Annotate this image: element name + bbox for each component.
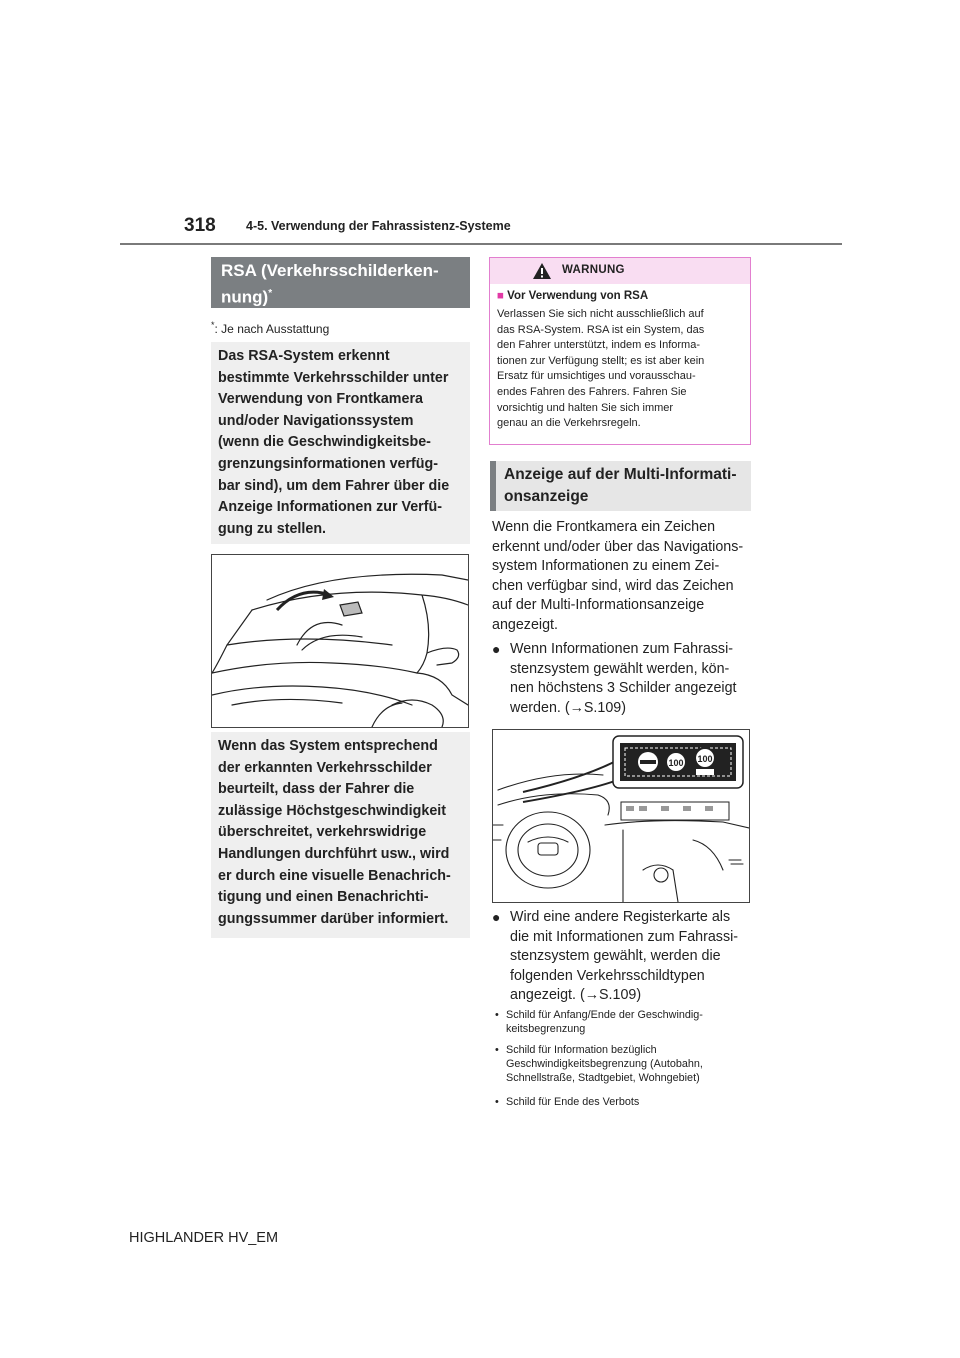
rsa-title-line1: RSA (Verkehrsschilderken- <box>221 261 439 280</box>
warning-subtitle: ■ Vor Verwendung von RSA <box>497 290 649 302</box>
body-line: angezeigt. <box>492 616 558 633</box>
intro-line: Verwendung von Frontkamera <box>218 391 423 408</box>
alert-line: tigung und einen Benachrichti- <box>218 889 429 906</box>
intro-line: gung zu stellen. <box>218 520 327 537</box>
display-subheading: Anzeige auf der Multi-Informati- onsanzeige <box>490 461 751 511</box>
warning-line: genau an die Verkehrsregeln. <box>497 417 641 430</box>
alert-line: der erkannten Verkehrsschilder <box>218 759 432 776</box>
car-windshield-drawing <box>212 555 468 727</box>
warning-line: vorsichtig und halten Sie sich immer <box>497 401 674 414</box>
display-description <box>492 518 754 636</box>
bullet-dot-icon: ● <box>492 909 501 925</box>
body-line: system Informationen zu einem Zei- <box>492 558 720 575</box>
bullet-item: ● Wenn Informationen zum Fahrassi- stenzsystem gewählt werden, kön- nen höchstens 3 Schilder angezeigt werden. (→S.109) <box>492 641 737 716</box>
title-footnote-mark: * <box>268 288 273 299</box>
page-number: 318 <box>184 215 216 236</box>
warning-label: WARNUNG <box>562 264 625 276</box>
warning-line: Verlassen Sie sich nicht ausschließlich auf <box>497 308 704 320</box>
dashboard-drawing <box>493 730 749 902</box>
sign-type-item: • Schild für Information bezüglich Geschwindigkeitsbegrenzung (Autobahn, Schnellstraße, Stadtgebiet, Wohngebiet) <box>495 1044 703 1084</box>
alert-line: beurteilt, dass der Fahrer die <box>218 781 415 798</box>
section-title: 4-5. Verwendung der Fahrassistenz-Systeme <box>246 219 511 233</box>
body-line: erkennt und/oder über das Navigations- <box>492 538 744 555</box>
rsa-alert-box <box>211 732 470 938</box>
rsa-title-box <box>211 257 470 308</box>
intro-line: Anzeige Informationen zur Verfü- <box>218 499 443 516</box>
warning-line: den Fahrer unterstützt, indem es Informa- <box>497 339 700 352</box>
warning-line: das RSA-System. RSA ist ein System, das <box>497 323 705 336</box>
alert-line: Wenn das System entsprechend <box>218 738 438 754</box>
warning-line: Ersatz für umsichtiges und vorausschau- <box>497 370 696 383</box>
body-line: chen verfügbar sind, wird das Zeichen <box>492 577 734 594</box>
warning-box <box>489 257 751 445</box>
alert-line: zulässige Höchstgeschwindigkeit <box>218 802 447 819</box>
warning-header <box>490 258 750 284</box>
footnote: *: Je nach Ausstattung <box>211 320 330 336</box>
alert-line: gungssummer darüber informiert. <box>218 910 449 927</box>
front-camera-illustration <box>211 554 469 728</box>
warning-triangle-icon <box>532 262 552 280</box>
footer-model-name: HIGHLANDER HV_EM <box>129 1230 279 1246</box>
alert-line: überschreitet, verkehrswidrige <box>218 824 427 841</box>
intro-line: (wenn die Geschwindigkeitsbe- <box>218 434 431 451</box>
intro-line: Das RSA-System erkennt <box>218 348 390 364</box>
intro-line: bestimmte Verkehrsschilder unter <box>218 369 449 386</box>
alert-line: Handlungen durchführt usw., wird <box>218 845 450 862</box>
warning-text <box>490 302 750 432</box>
intro-line: grenzungsinformationen verfüg- <box>218 455 439 472</box>
body-line: Wenn die Frontkamera ein Zeichen <box>492 519 716 535</box>
sign-type-item: • Schild für Ende des Verbots <box>495 1096 640 1108</box>
sign-type-item: • Schild für Anfang/Ende der Geschwindig- keitsbegrenzung <box>495 1009 703 1035</box>
header-rule <box>120 243 842 245</box>
dashboard-display-illustration <box>492 729 750 903</box>
body-line: auf der Multi-Informationsanzeige <box>492 597 705 614</box>
square-bullet-icon: ■ <box>497 290 504 302</box>
warning-line: tionen zur Verfügung stellt; es ist aber kein <box>497 354 705 367</box>
bullet-dot-icon: ● <box>492 641 501 657</box>
speed-sign-1: 100 <box>668 758 684 768</box>
alert-line: er durch eine visuelle Benachrich- <box>218 867 451 884</box>
rsa-title-line2: nung)* <box>221 287 273 307</box>
speed-sign-2: 100 <box>697 754 713 764</box>
warning-line: endes Fahren des Fahrers. Fahren Sie <box>497 385 687 398</box>
rsa-intro-box <box>211 342 470 544</box>
intro-line: und/oder Navigationssystem <box>218 412 414 429</box>
bullet-item: ● Wird eine andere Registerkarte als die mit Informationen zum Fahrassi- stenzsystem gewählt, werden die folgenden Verkehrsschildtypen angezeigt. (→S.109) <box>492 909 739 1004</box>
intro-line: bar sind), um dem Fahrer über die <box>218 477 450 494</box>
